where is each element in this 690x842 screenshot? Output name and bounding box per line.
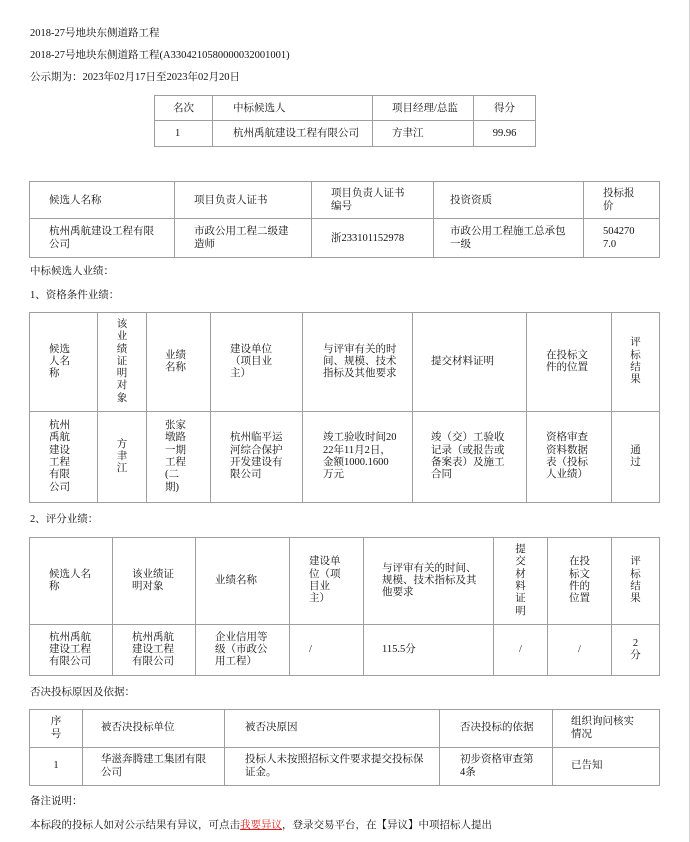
publicity-period: 公示期为：2023年02月17日至2023年02月20日 bbox=[30, 72, 240, 83]
table-row bbox=[30, 625, 660, 676]
result-cell: 通过 bbox=[630, 444, 641, 468]
table-row bbox=[155, 121, 536, 147]
owner-cell: 杭州临平运河综合保护开发建设有限公司 bbox=[230, 432, 283, 481]
requirements-cell: 竣工验收时间2022年11月2日，金额1000.1600万元 bbox=[323, 432, 397, 481]
header-manager: 项目经理/总监 bbox=[373, 96, 474, 121]
notes-label: 备注说明： bbox=[30, 796, 83, 807]
inquiry-status-cell: 已告知 bbox=[571, 760, 603, 772]
header-certificate-number: 项目负责人证书编号 bbox=[331, 188, 405, 212]
header-candidate-name: 候选人名称 bbox=[49, 568, 91, 592]
winner-table bbox=[154, 95, 536, 147]
notes-text-after: ，登录交易平台，在【异议】中项招标人提出 bbox=[282, 820, 492, 831]
project-name-cell: 企业信用等级（市政公用工程） bbox=[215, 631, 268, 668]
manager-cell: 方聿江 bbox=[373, 121, 474, 147]
table-row bbox=[30, 219, 660, 258]
qualification-table bbox=[29, 312, 660, 503]
header-candidate-name: 候选人名称 bbox=[49, 194, 102, 206]
project-name-cell: 张家墩路一期工程(二期) bbox=[165, 420, 186, 493]
candidate-cell: 杭州禹航建设工程有限公司 bbox=[213, 121, 373, 147]
rejection-reason-cell: 投标人未按照招标文件要求提交投标保证金。 bbox=[245, 754, 424, 778]
table-header-row bbox=[155, 96, 536, 121]
table-header-row bbox=[30, 538, 660, 625]
project-title: 2018-27号地块东侧道路工程 bbox=[30, 28, 160, 39]
header-certificate: 项目负责人证书 bbox=[194, 194, 268, 206]
header-proof-subject: 该业绩证明对象 bbox=[132, 568, 174, 592]
header-result: 评标结果 bbox=[630, 337, 641, 386]
header-requirements: 与评审有关的时间、规模、技术指标及其他要求 bbox=[382, 562, 477, 599]
rejection-section-label: 否决投标原因及依据： bbox=[30, 687, 135, 698]
index-cell: 1 bbox=[53, 760, 59, 772]
score-cell: 99.96 bbox=[474, 121, 536, 147]
bid-price-cell: 5042707.0 bbox=[603, 226, 635, 250]
header-qualification: 投资资质 bbox=[450, 194, 492, 206]
owner-cell: / bbox=[309, 643, 312, 655]
header-rank: 名次 bbox=[155, 96, 213, 121]
header-materials: 提交材料证明 bbox=[431, 355, 494, 367]
header-rejection-basis: 否决投标的依据 bbox=[460, 722, 534, 734]
materials-cell: 竣（交）工验收记录（或报告或备案表）及施工合同 bbox=[431, 432, 505, 481]
header-candidate: 中标候选人 bbox=[213, 96, 373, 121]
header-index: 序号 bbox=[50, 716, 62, 740]
header-requirements: 与评审有关的时间、规模、技术指标及其他要求 bbox=[323, 343, 397, 380]
header-owner: 建设单位（项目业主） bbox=[309, 556, 341, 605]
objection-link[interactable]: 我要异议 bbox=[240, 820, 282, 831]
rejection-table bbox=[29, 709, 660, 786]
certificate-cell: 市政公用工程二级建造师 bbox=[194, 226, 289, 250]
header-project-name: 业绩名称 bbox=[215, 574, 257, 586]
rank-cell: 1 bbox=[155, 121, 213, 147]
rejected-unit-cell: 华滋奔腾建工集团有限公司 bbox=[101, 754, 206, 778]
performance-section-label: 中标候选人业绩： bbox=[30, 266, 114, 277]
header-inquiry-status: 组织询问核实情况 bbox=[571, 716, 634, 740]
scoring-section-label: 2、评分业绩： bbox=[30, 514, 99, 525]
table-row bbox=[30, 748, 660, 786]
header-score: 得分 bbox=[474, 96, 536, 121]
result-cell: 2分 bbox=[630, 637, 641, 661]
location-cell: / bbox=[578, 643, 581, 655]
certificate-number-cell: 浙233101152978 bbox=[331, 232, 405, 244]
header-owner: 建设单位（项目业主） bbox=[230, 343, 272, 380]
requirements-cell: 115.5分 bbox=[382, 643, 416, 655]
table-header-row bbox=[30, 313, 660, 412]
notes-text-before: 本标段的投标人如对公示结果有异议，可点击 bbox=[30, 820, 240, 831]
header-project-name: 业绩名称 bbox=[165, 349, 186, 373]
header-bid-price: 投标报价 bbox=[603, 188, 635, 212]
qualification-section-label: 1、资格条件业绩： bbox=[30, 290, 120, 301]
qualification-cell: 市政公用工程施工总承包一级 bbox=[450, 226, 566, 250]
table-header-row bbox=[30, 710, 660, 748]
proof-subject-cell: 方聿江 bbox=[116, 438, 128, 475]
location-cell: 资格审查资料数据表（投标人业绩） bbox=[546, 432, 588, 481]
candidate-table bbox=[29, 181, 660, 258]
proof-subject-cell: 杭州禹航建设工程有限公司 bbox=[132, 631, 174, 668]
project-code-line: 2018-27号地块东侧道路工程(A3304210580000032001001) bbox=[30, 50, 290, 61]
candidate-name-cell: 杭州禹航建设工程有限公司 bbox=[49, 631, 91, 668]
candidate-name-cell: 杭州禹航建设工程有限公司 bbox=[49, 226, 154, 250]
table-row bbox=[30, 412, 660, 503]
header-materials: 提交材料证明 bbox=[515, 544, 526, 617]
candidate-name-cell: 杭州禹航建设工程有限公司 bbox=[49, 420, 70, 493]
materials-cell: / bbox=[519, 643, 522, 655]
scoring-table bbox=[29, 537, 660, 676]
header-result: 评标结果 bbox=[630, 556, 641, 605]
header-rejection-reason: 被否决原因 bbox=[245, 722, 298, 734]
header-location: 在投标文件的位置 bbox=[546, 349, 588, 373]
header-proof-subject: 该业绩证明对象 bbox=[116, 318, 128, 404]
header-rejected-unit: 被否决投标单位 bbox=[101, 722, 175, 734]
table-header-row bbox=[30, 182, 660, 219]
header-location: 在投标文件的位置 bbox=[569, 556, 590, 605]
rejection-basis-cell: 初步资格审查第4条 bbox=[460, 754, 534, 778]
header-candidate-name: 候选人名称 bbox=[49, 343, 70, 380]
notes-text bbox=[30, 819, 492, 833]
